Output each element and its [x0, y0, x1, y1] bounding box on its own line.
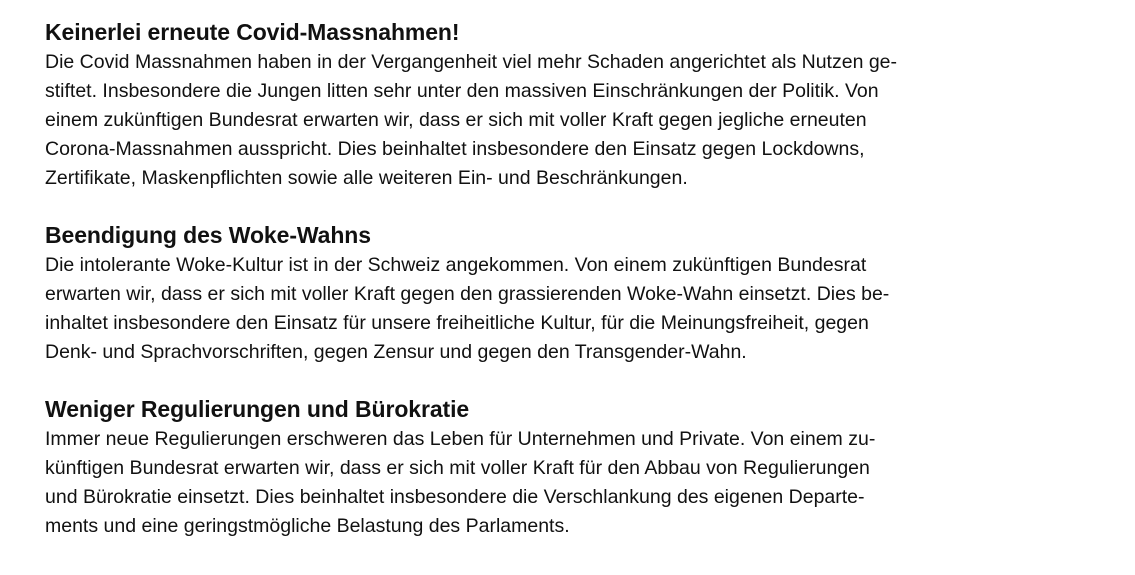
section-regulation: [45, 393, 1105, 541]
section-heading: Keinerlei erneute Covid-Massnahmen!: [45, 19, 460, 45]
paragraph-line: erwarten wir, dass er sich mit voller Kraft gegen den grassierenden Woke-Wahn einsetzt. Dies be-: [45, 283, 890, 305]
section-heading: Beendigung des Woke-Wahns: [45, 222, 371, 248]
paragraph-line: Immer neue Regulierungen erschweren das Leben für Unternehmen und Private. Von einem zu-: [45, 428, 876, 450]
section-covid-measures: [45, 16, 1105, 193]
section-woke: [45, 219, 1105, 367]
document-page: [45, 16, 1105, 567]
paragraph-line: Die Covid Massnahmen haben in der Vergangenheit viel mehr Schaden angerichtet als Nutzen ge-: [45, 51, 898, 73]
paragraph-line: Denk- und Sprachvorschriften, gegen Zensur und gegen den Transgender-Wahn.: [45, 341, 747, 363]
paragraph-line: ments und eine geringstmögliche Belastung des Parlaments.: [45, 515, 570, 537]
paragraph-line: Die intolerante Woke-Kultur ist in der Schweiz angekommen. Von einem zukünftigen Bundesrat: [45, 254, 867, 276]
section-heading: Weniger Regulierungen und Bürokratie: [45, 396, 470, 422]
paragraph-line: künftigen Bundesrat erwarten wir, dass er sich mit voller Kraft für den Abbau von Regulierungen: [45, 457, 870, 479]
paragraph-line: Zertifikate, Maskenpflichten sowie alle weiteren Ein- und Beschränkungen.: [45, 167, 688, 189]
paragraph-line: Corona-Massnahmen ausspricht. Dies beinhaltet insbesondere den Einsatz gegen Lockdowns,: [45, 138, 865, 160]
paragraph-line: stiftet. Insbesondere die Jungen litten sehr unter den massiven Einschränkungen der Politik. Von: [45, 80, 879, 102]
paragraph-line: und Bürokratie einsetzt. Dies beinhaltet insbesondere die Verschlankung des eigenen Departe-: [45, 486, 865, 508]
paragraph-line: inhaltet insbesondere den Einsatz für unsere freiheitliche Kultur, für die Meinungsfreiheit, gegen: [45, 312, 869, 334]
paragraph-line: einem zukünftigen Bundesrat erwarten wir, dass er sich mit voller Kraft gegen jegliche erneuten: [45, 109, 867, 131]
